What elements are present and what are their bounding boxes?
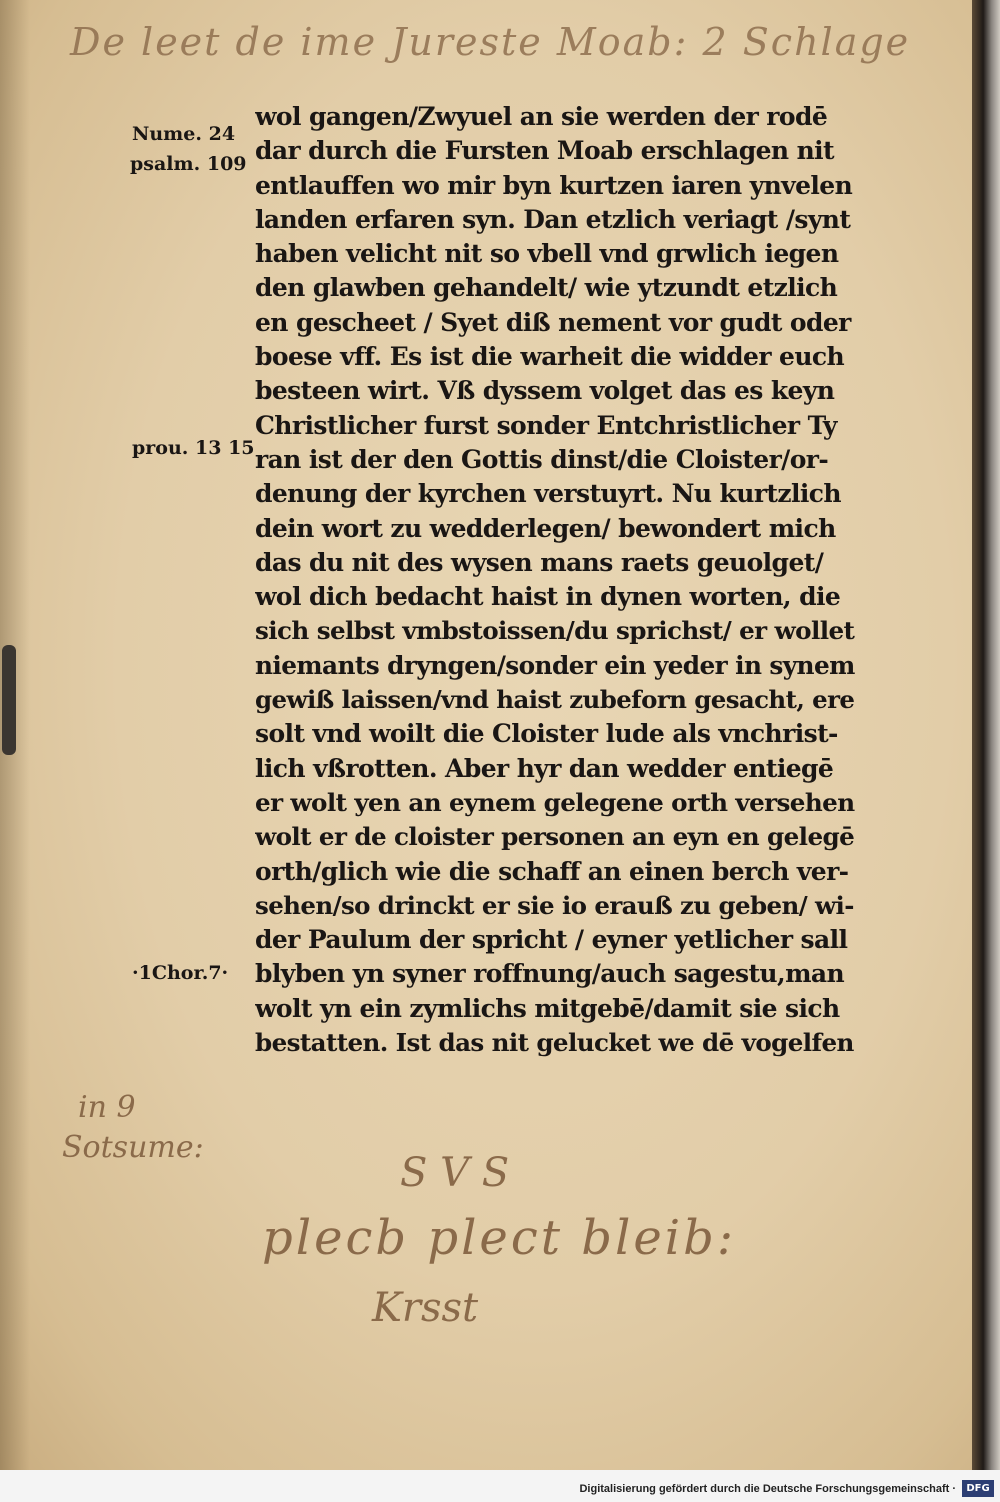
text-line: solt vnd woilt die Cloister lude als vnchrist- bbox=[255, 719, 838, 749]
text-line: er wolt yen an eynem gelegene orth versehen bbox=[255, 787, 855, 817]
text-line: denung der kyrchen verstuyrt. Nu kurtzlich bbox=[255, 479, 841, 509]
binding-clasp bbox=[2, 645, 16, 755]
text-line: niemants dryngen/sonder ein yeder in synem bbox=[255, 650, 855, 680]
handwritten-annotation-bottom-2: plecb plect bleib: bbox=[262, 1210, 736, 1266]
text-line: gewiß laissen/vnd haist zubeforn gesacht, ere bbox=[255, 685, 855, 715]
text-line: bestatten. Ist das nit gelucket we dē vogelfen bbox=[255, 1028, 854, 1058]
text-line: landen erfaren syn. Dan etzlich veriagt /synt bbox=[255, 204, 851, 234]
handwritten-annotation-bottom-1: S V S bbox=[400, 1150, 510, 1196]
printed-text-block bbox=[255, 100, 855, 1060]
text-line: dein wort zu wedderlegen/ bewondert mich bbox=[255, 513, 836, 543]
text-line: lich vßrotten. Aber hyr dan wedder entiegē bbox=[255, 753, 834, 783]
text-line: entlauffen wo mir byn kurtzen iaren ynvelen bbox=[255, 170, 853, 200]
text-line: blyben yn syner roffnung/auch sagestu,man bbox=[255, 959, 845, 989]
text-line: sehen/so drinckt er sie io erauß zu geben/ wi- bbox=[255, 890, 854, 920]
dfg-logo: DFG bbox=[962, 1480, 994, 1497]
text-line: wolt er de cloister personen an eyn en gelegē bbox=[255, 822, 855, 852]
handwritten-annotation-top: De leet de ime Jureste Moab: 2 Schlage bbox=[70, 20, 911, 64]
text-line: sich selbst vmbstoissen/du sprichst/ er wollet bbox=[255, 616, 855, 646]
text-line: orth/glich wie die schaff an einen berch ver- bbox=[255, 856, 849, 886]
text-line: der Paulum der spricht / eyner yetlicher sall bbox=[255, 925, 848, 955]
margin-note-chor: ·1Chor.7· bbox=[132, 962, 229, 984]
text-line: haben velicht nit so vbell vnd grwlich iegen bbox=[255, 239, 839, 269]
facing-page-edge bbox=[972, 0, 1000, 1470]
margin-note-nume: Nume. 24 bbox=[132, 123, 236, 145]
text-line: wolt yn ein zymlichs mitgebē/damit sie sich bbox=[255, 993, 840, 1023]
funding-credit: Digitalisierung gefördert durch die Deutsche Forschungsgemeinschaft · bbox=[579, 1483, 956, 1495]
margin-note-psalm: psalm. 109 bbox=[130, 153, 247, 175]
margin-note-prou: prou. 13 15 bbox=[132, 437, 255, 459]
handwritten-annotation-left-2: Sotsume: bbox=[62, 1130, 204, 1165]
text-line: boese vff. Es ist die warheit die widder euch bbox=[255, 342, 845, 372]
text-line: besteen wirt. Vß dyssem volget das es keyn bbox=[255, 376, 835, 406]
text-line: das du nit des wysen mans raets geuolget/ bbox=[255, 547, 824, 577]
text-line: dar durch die Fursten Moab erschlagen nit bbox=[255, 136, 835, 166]
handwritten-annotation-left-1: in 9 bbox=[78, 1090, 136, 1125]
text-line: ran ist der den Gottis dinst/die Cloister/or- bbox=[255, 444, 829, 474]
text-line: den glawben gehandelt/ wie ytzundt etzlich bbox=[255, 273, 838, 303]
text-line: wol dich bedacht haist in dynen worten, die bbox=[255, 582, 841, 612]
text-line: Christlicher furst sonder Entchristlicher Ty bbox=[255, 410, 837, 440]
text-line: wol gangen/Zwyuel an sie werden der rodē bbox=[255, 102, 828, 131]
text-line: en gescheet / Syet diß nement vor gudt oder bbox=[255, 307, 851, 337]
handwritten-annotation-bottom-3: Krsst bbox=[372, 1285, 479, 1331]
